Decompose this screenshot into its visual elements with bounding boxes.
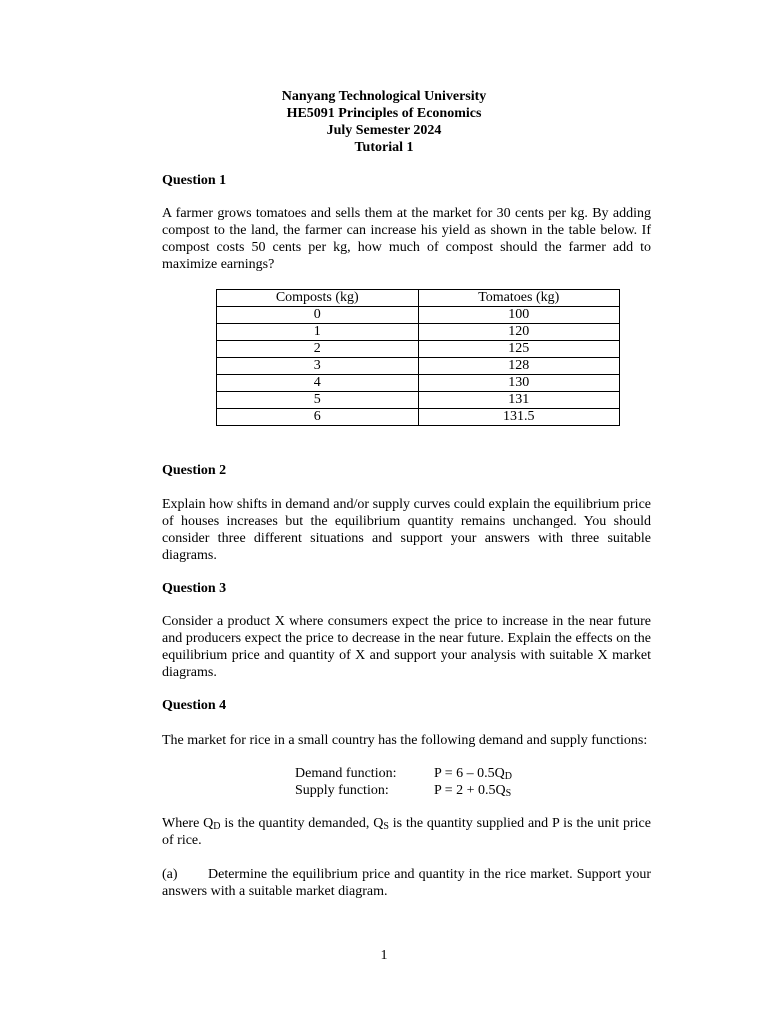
question-title: Question 4 [162, 698, 227, 713]
demand-function [295, 765, 512, 782]
tomato-cell: 131 [418, 392, 620, 409]
table-row [217, 324, 620, 341]
table-row [217, 392, 620, 409]
compost-cell: 1 [217, 324, 419, 341]
question-text: Explain how shifts in demand and/or supply curves could explain the equilibrium price of houses increases but the equilibrium quantity remains unchanged. You should consider three different situations and support your answers with three suitable diagrams. [162, 497, 651, 563]
supply-function [295, 782, 511, 799]
question-4-heading [162, 697, 651, 714]
question-text: The market for rice in a small country has the following demand and supply functions: [162, 733, 648, 748]
demand-equation: $P = 6 - 0.5Q_D$ [434, 766, 513, 782]
question-3-heading [162, 580, 651, 597]
compost-cell: 4 [217, 375, 419, 392]
tutorial-title: Tutorial 1 [354, 140, 414, 155]
question-title: Question 2 [162, 463, 227, 478]
supply-equation: $P = 2 + 0.5Q_S$ [434, 783, 512, 799]
table-row [217, 307, 620, 324]
tomato-cell: Tomatoes (kg) [418, 290, 620, 307]
compost-cell: 5 [217, 392, 419, 409]
supply-label: Supply function: [295, 783, 389, 798]
table-row [217, 341, 620, 358]
table-row [217, 358, 620, 375]
question-1-body [162, 205, 651, 273]
question-2-heading [162, 462, 651, 479]
question-4-definitions [162, 815, 651, 849]
question-1-heading [162, 172, 651, 189]
question-text: Consider a product X where consumers expect the price to increase in the near future and producers expect the price to decrease in the near future. Explain the effects on the equilibrium price and quantity of X and support your analysis with suitable X market diagrams. [162, 614, 651, 680]
table-row [217, 409, 620, 426]
compost-cell: 0 [217, 307, 419, 324]
tomato-cell: 120 [418, 324, 620, 341]
university-name: Nanyang Technological University [281, 89, 487, 104]
part-a-text: (a) Determine the equilibrium price and quantity in the rice market. Support your answers with a suitable market diagram. [162, 867, 651, 899]
tomato-cell: 130 [418, 375, 620, 392]
compost-cell: Composts (kg) [217, 290, 419, 307]
question-title: Question 1 [162, 173, 227, 188]
compost-cell: 6 [217, 409, 419, 426]
compost-cell: 3 [217, 358, 419, 375]
table-header-row [217, 290, 620, 307]
table-row [217, 375, 620, 392]
course-title: HE5091 Principles of Economics [286, 106, 482, 121]
compost-cell: 2 [217, 341, 419, 358]
tomato-cell: 128 [418, 358, 620, 375]
page-number: 1 [380, 948, 388, 963]
tomato-cell: 100 [418, 307, 620, 324]
tomato-cell: 131.5 [418, 409, 620, 426]
part-a-tag: (a) [162, 867, 178, 882]
question-4-intro [162, 732, 651, 749]
compost-table [216, 289, 620, 426]
definition-text: Where $Q_D$ is the quantity demanded, $Q_S$ is the quantity supplied and P is the unit price of rice. [162, 816, 651, 848]
question-3-body [162, 613, 651, 681]
semester: July Semester 2024 [326, 123, 442, 138]
document-header [0, 88, 768, 156]
demand-label: Demand function: [295, 766, 397, 781]
question-2-body [162, 496, 651, 564]
question-text: A farmer grows tomatoes and sells them at the market for 30 cents per kg. By adding compost to the land, the farmer can increase his yield as shown in the table below. If compost costs 50 cents per kg, how much of compost should the farmer add to maximize earnings? [162, 206, 651, 272]
tomato-cell: 125 [418, 341, 620, 358]
question-4-part-a [162, 866, 651, 900]
question-title: Question 3 [162, 581, 227, 596]
